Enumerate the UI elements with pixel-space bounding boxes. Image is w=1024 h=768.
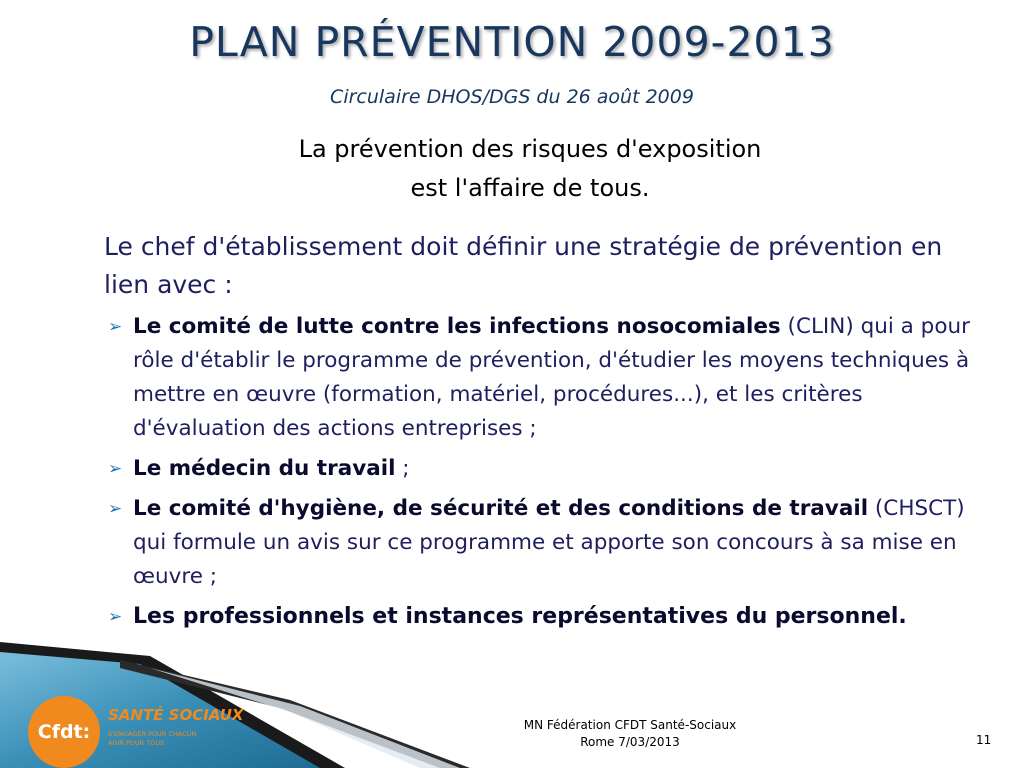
arrow-bullet-icon: ➢ [108,499,123,519]
footer-line-1: MN Fédération CFDT Santé-Sociaux [523,718,737,732]
logo-tagline: S'ENGAGER POUR CHACUN AGIR POUR TOUS [108,730,197,747]
list-item [108,492,978,594]
lead-line-2: est l'affaire de tous. [410,174,650,202]
bullet-list [108,310,978,640]
bullet-bold-text: Le comité de lutte contre les infections nosocomiales [133,314,781,339]
arrow-bullet-icon: ➢ [108,317,123,337]
cfdt-logo [28,696,244,768]
bullet-text: ; [395,456,410,481]
slide-subtitle: Circulaire DHOS/DGS du 26 août 2009 [330,86,694,108]
bullet-bold-text: Le comité d'hygiène, de sécurité et des conditions de travail [133,496,869,521]
logo-title: SANTÉ SOCIAUX [108,706,244,724]
bullet-bold-text: Le médecin du travail [133,456,396,481]
footer [490,717,770,751]
lead-statement [0,130,1024,208]
list-item [108,600,978,634]
arrow-bullet-icon: ➢ [108,607,123,627]
lead-line-1: La prévention des risques d'exposition [298,135,762,163]
list-item [108,310,978,446]
footer-line-2: Rome 7/03/2013 [580,735,680,749]
list-item [108,452,978,486]
cfdt-logo-mark: Cfdt: [28,696,100,768]
arrow-bullet-icon: ➢ [108,459,123,479]
bullet-text: (CHSCT) qui formule un avis sur ce programme et apporte son concours à sa mise en œuvre ; [133,496,965,589]
bullet-bold-text: Les professionnels et instances représentatives du personnel. [133,604,907,629]
bullet-text: (CLIN) qui a pour rôle d'établir le programme de prévention, d'étudier les moyens techniques à mettre en œuvre (formation, matériel, procédures...), et les critères d'évaluation des actions entreprises ; [133,314,970,441]
slide-title: PLAN PRÉVENTION 2009-2013 [189,18,835,66]
intro-paragraph: Le chef d'établissement doit définir une stratégie de prévention en lien avec : [104,232,943,299]
page-number: 11 [976,733,992,747]
